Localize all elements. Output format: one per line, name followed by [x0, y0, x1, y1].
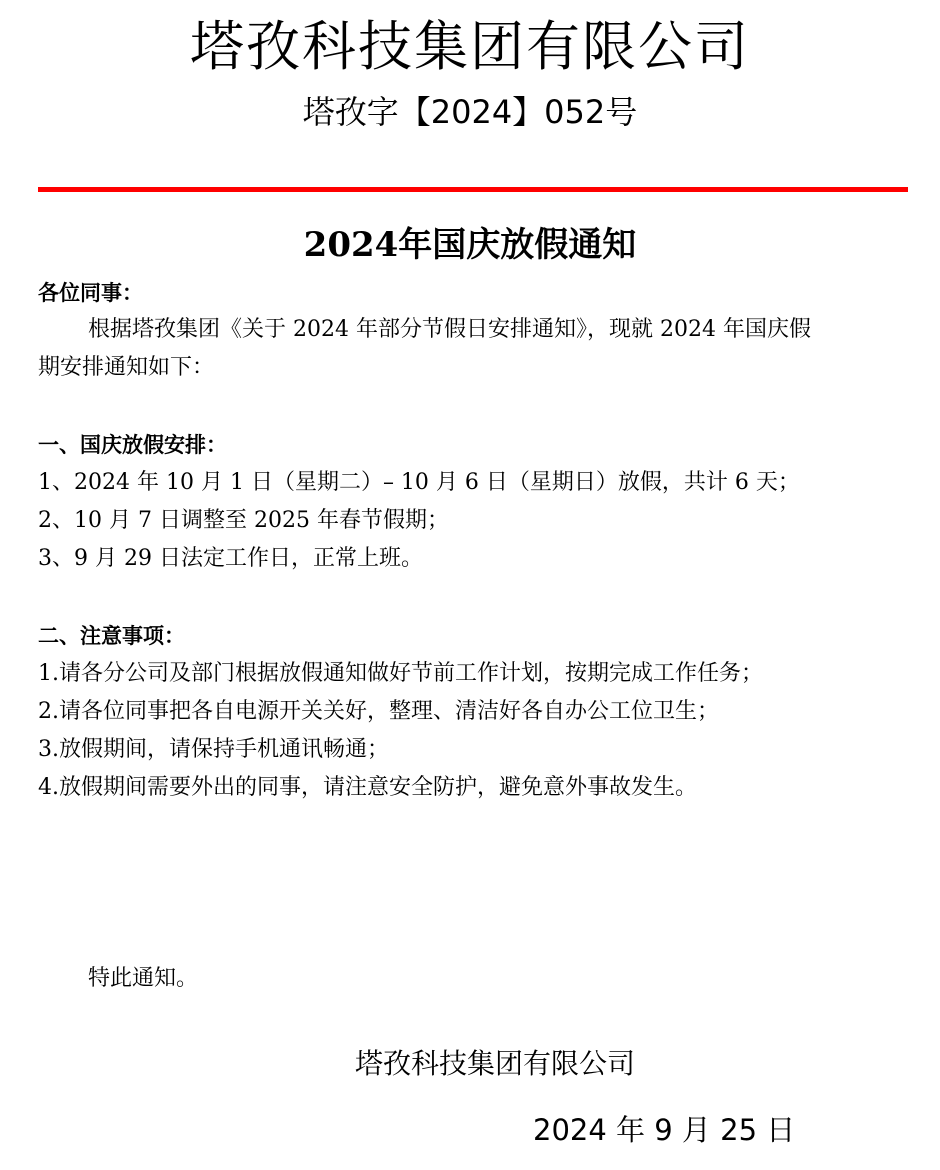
notice-title: 2024年国庆放假通知: [303, 225, 637, 265]
intro-paragraph-line-1: 根据塔孜集团《关于 2024 年部分节假日安排通知》，现就 2024 年国庆假: [88, 317, 811, 342]
precaution-item: 1.请各分公司及部门根据放假通知做好节前工作计划，按期完成工作任务；: [38, 661, 763, 686]
schedule-item: 1、2024 年 10 月 1 日（星期二）– 10 月 6 日（星期日）放假，共计 6 天；: [38, 470, 800, 495]
signature-date: 2024 年 9 月 25 日: [533, 1113, 796, 1147]
closing-remark: 特此通知。: [88, 966, 199, 991]
precaution-item: 4.放假期间需要外出的同事，请注意安全防护，避免意外事故发生。: [38, 775, 697, 800]
precaution-item: 2.请各位同事把各自电源开关关好，整理、清洁好各自办公工位卫生；: [38, 699, 719, 724]
section-heading-holiday-schedule: 一、国庆放假安排：: [38, 433, 227, 457]
intro-paragraph-line-2: 期安排通知如下：: [38, 355, 215, 380]
schedule-item: 3、9 月 29 日法定工作日，正常上班。: [38, 546, 423, 571]
precaution-item: 3.放假期间，请保持手机通讯畅通；: [38, 737, 389, 762]
document-number: 塔孜字【2024】052号: [302, 93, 638, 131]
salutation: 各位同事：: [38, 281, 143, 305]
signature-company: 塔孜科技集团有限公司: [355, 1047, 636, 1080]
red-divider-line: [38, 187, 908, 192]
section-heading-precautions: 二、注意事项：: [38, 624, 185, 648]
schedule-item: 2、10 月 7 日调整至 2025 年春节假期；: [38, 508, 449, 533]
company-header: 塔孜科技集团有限公司: [190, 15, 750, 78]
